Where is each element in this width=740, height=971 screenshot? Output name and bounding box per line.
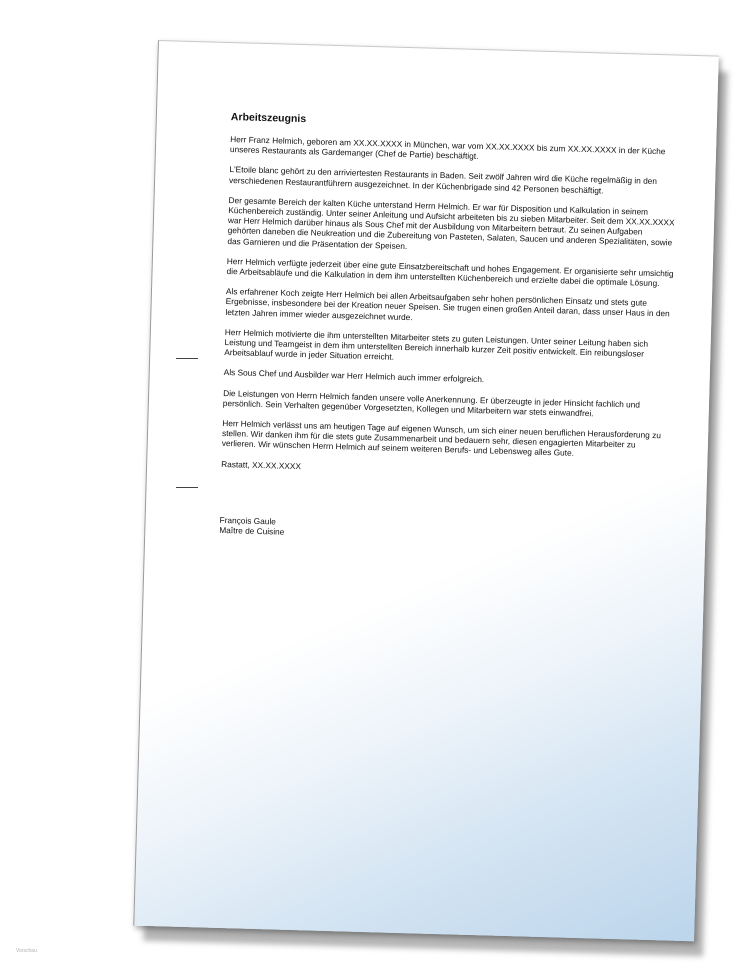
document-body [219, 111, 679, 548]
paragraph-farewell: Herr Helmich verlässt uns am heutigen Tage auf eigenen Wunsch, um sich einer neuen beruflichen Herausforderung zu stellen. Wir danken ihm für die stets gute Zusammenarbeit und bedauern sehr, diesen engagierten Mitarbeiter zu verlieren. Wir wünschen Herrn Helmich auf seinem weiteren Berufs- und Lebensweg alles Gute. [221, 418, 662, 459]
paragraph-intro: Herr Franz Helmich, geboren am XX.XX.XXXX in München, war vom XX.XX.XXXX bis zum XX.XX.XXXX in der Küche unseres Restaurants als Gardemanger (Chef de Partie) beschäftigt. [229, 134, 666, 162]
paragraph-duties: Der gesamte Bereich der kalten Küche unterstand Herrn Helmich. Er war für Disposition und Kalkulation in seinem Küchenbereich zuständig. Unter seiner Anleitung und Aufsicht arbeiteten bis zu sieben Mitarbeiter. Seit dem XX.XX.XXXX war Herr Helmich darüber hinaus als Sous Chef mit der Ausbildung von Mitarbeitern betraut. Zu seinen Aufgaben gehörten daneben die Neukreation und die Zubereitung von Pasteten, Salaten, Saucen und anderen Spezialitäten, sowie das Garnieren und die Präsentation der Speisen. [227, 194, 675, 251]
signatory-name: François Gaule [219, 514, 277, 527]
fold-mark-lower [176, 487, 198, 488]
paragraph-leadership: Herr Helmich motivierte die ihm unterstellten Mitarbeiter stets zu guten Leistungen. Unter seiner Leitung haben sich Leistung und Teamgeist in dem ihm unterstellten Bereich innerhalb kurzer Zeit positiv entwickelt. Ein reibungsloser Arbeitsablauf wurde in jeder Situation erreicht. [224, 326, 649, 362]
watermark-text: Vorschau [16, 948, 37, 954]
paragraph-results: Als erfahrener Koch zeigte Herr Helmich bei allen Arbeitsaufgaben sehr hohen persönlichen Einsatz und stets gute Ergebnisse, insbesondere bei der Kreation neuer Speisen. Sie trugen einen großen Anteil daran, dass unser Haus in den letzten Jahren immer wieder ausgezeichnet wurde. [225, 286, 670, 322]
fold-mark-upper [176, 358, 198, 359]
paragraph-restaurant: L'Etoile blanc gehört zu den arriviertesten Restaurants in Baden. Seit zwölf Jahren wird die Küche regelmäßig in den verschiedenen Restaurantführern ausgezeichnet. In der Küchenbrigade sind 42 Personen beschäftigt. [228, 164, 658, 196]
place-date: Rastatt, XX.XX.XXXX [221, 458, 302, 471]
document-title: Arbeitszeugnis [230, 111, 307, 126]
paragraph-conduct: Die Leistungen von Herrn Helmich fanden unsere volle Anerkennung. Er überzeugte in jeder Hinsicht fachlich und persönlich. Sein Verhalten gegenüber Vorgesetzten, Kollegen und Mitarbeitern war stets einwandfrei. [222, 387, 641, 419]
document-page [133, 40, 719, 941]
paragraph-engagement: Herr Helmich verfügte jederzeit über eine gute Einsatzbereitschaft und hohes Engagement. Er organisierte sehr umsichtig die Arbeitsabläufe und die Kalkulation in dem ihm unterstellten Küchenbereich und erzielte dabei die optimale Lösung. [226, 255, 674, 289]
paragraph-trainer: Als Sous Chef und Ausbilder war Herr Helmich auch immer erfolgreich. [223, 367, 485, 385]
signatory-title: Maître de Cuisine [219, 524, 285, 537]
